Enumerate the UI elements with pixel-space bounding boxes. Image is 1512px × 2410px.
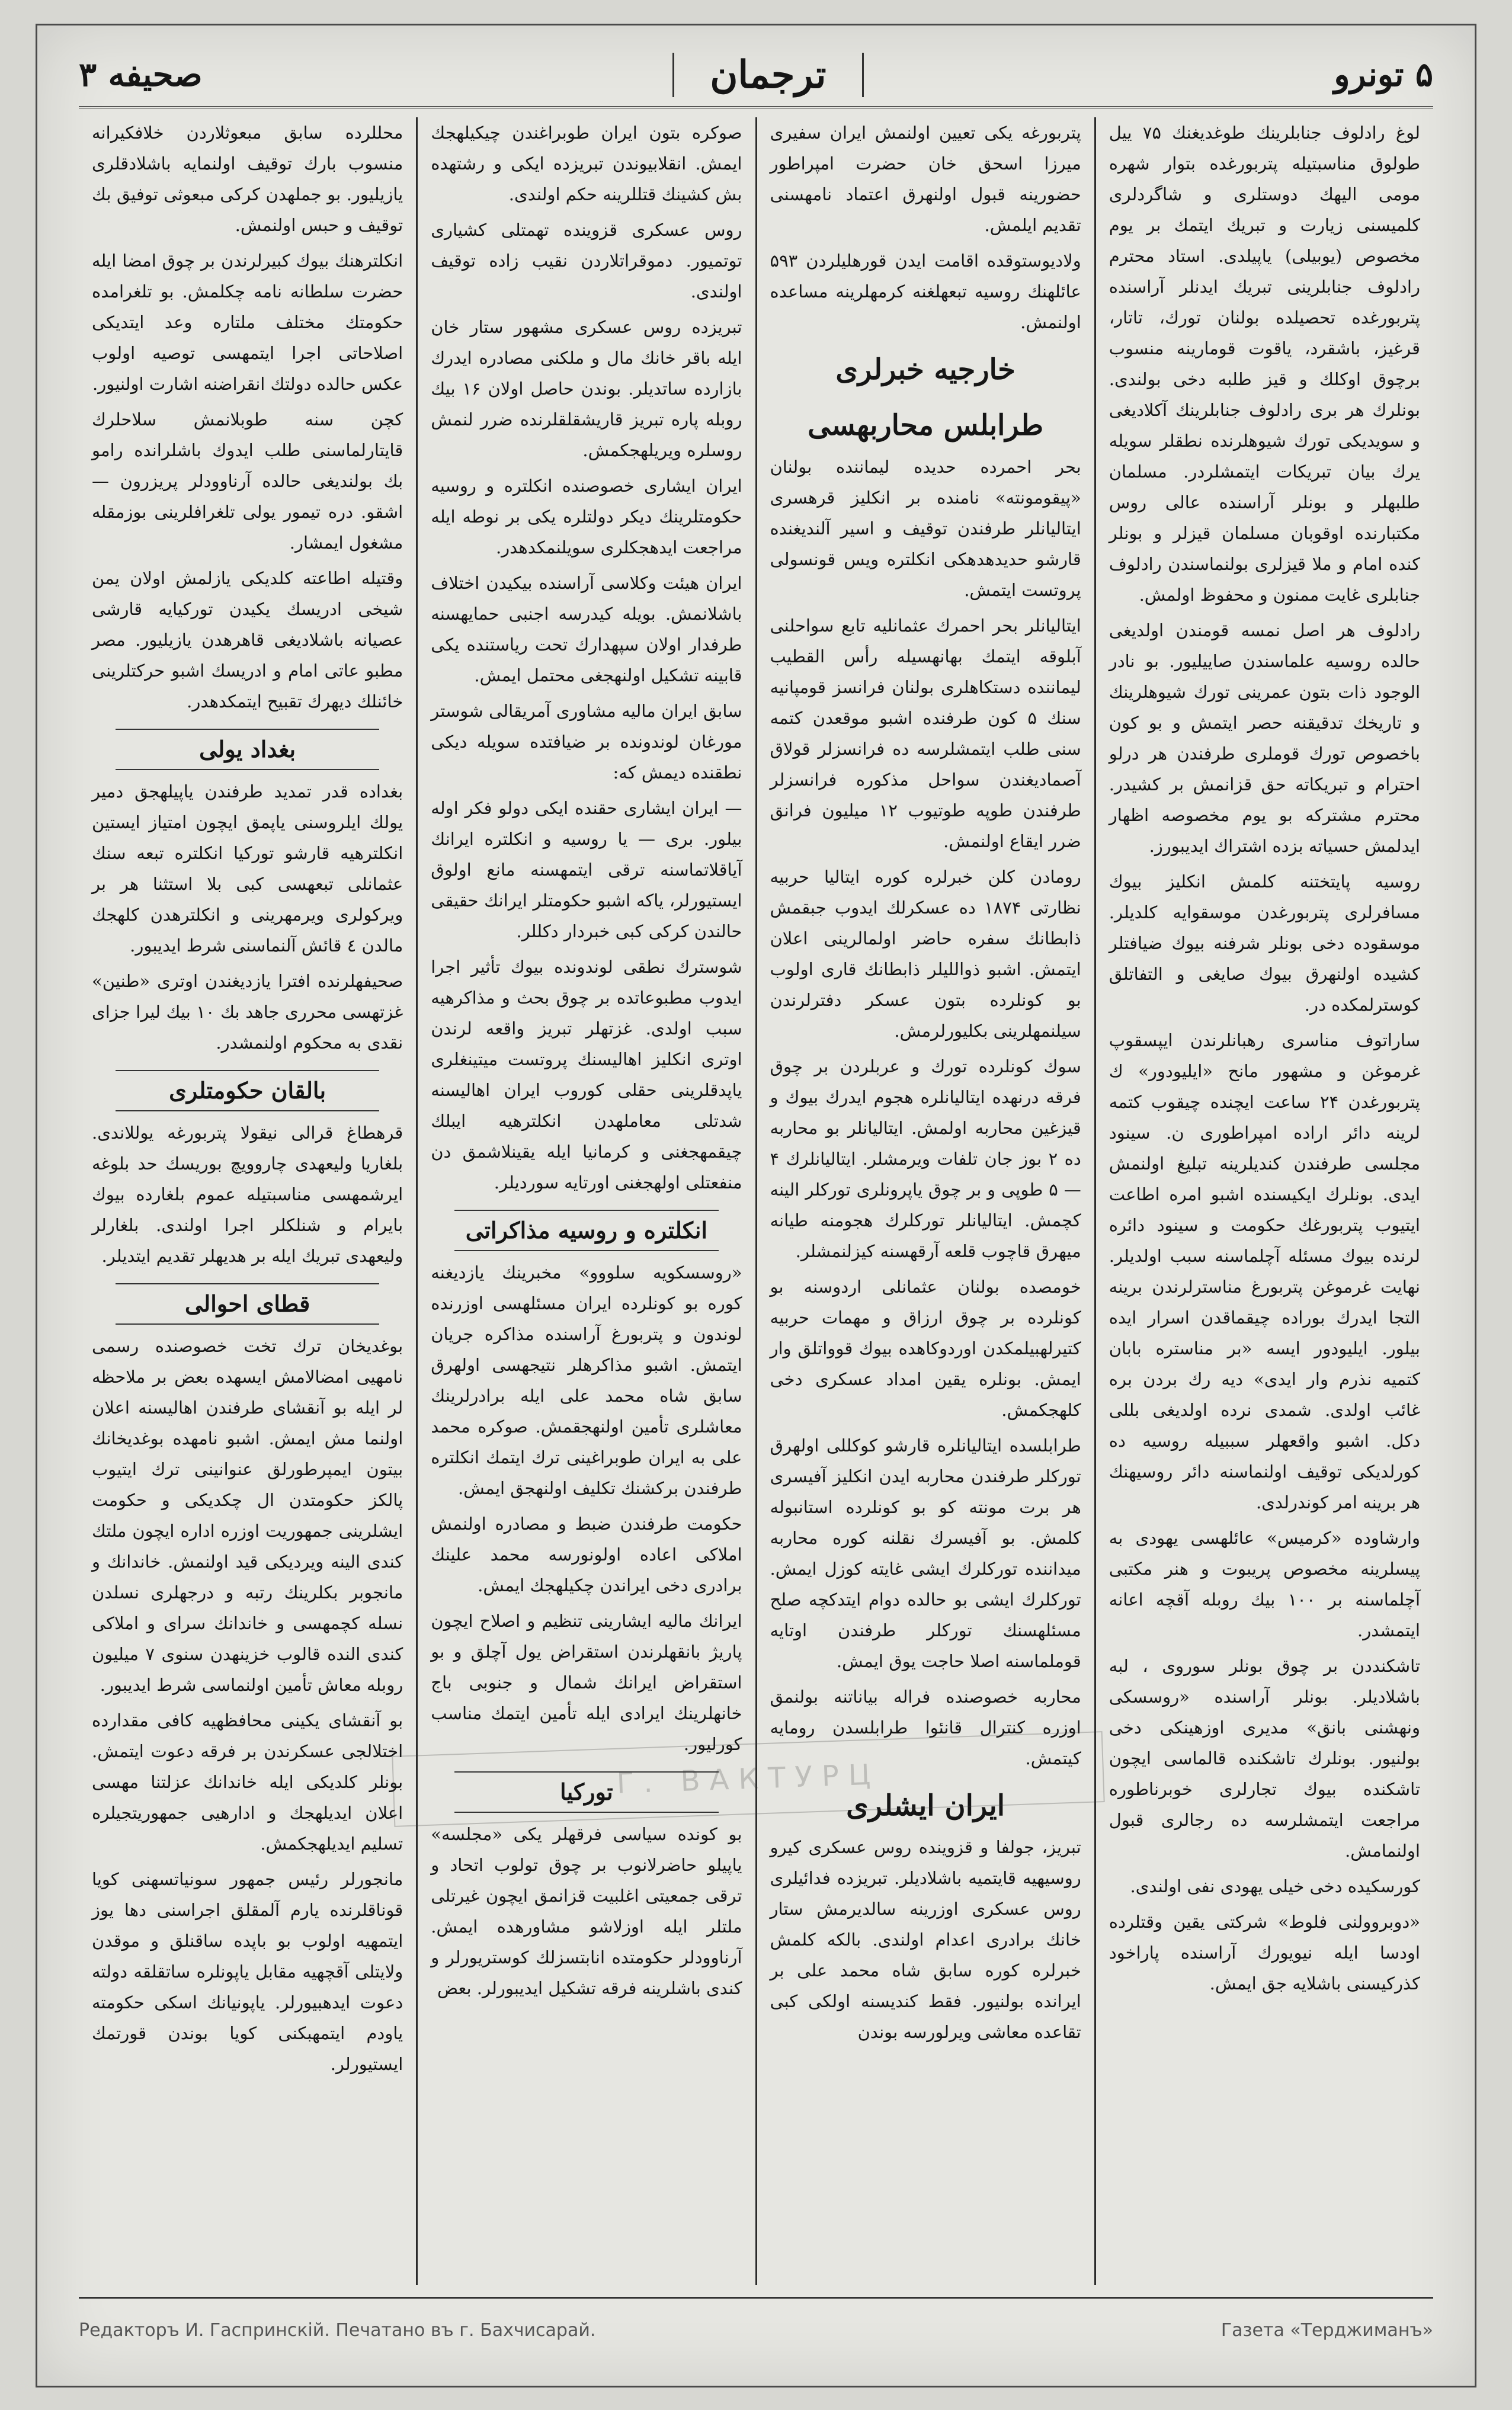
news-paragraph: بو آنقشای یکینی محافظهیه کافی مقدارده اختلالجی عسکرندن بر فرقه دعوت ایتمش. بونلر کلدیکی ایله خاندانك عزلتنا مهسی اعلان ایدیلهجك و ادارهیی جمهوریتجیلره تسلیم ایدیلهجکمش. xyxy=(92,1710,403,1854)
news-paragraph: بحر احمرده حدیده لیماننده بولنان «پیقومونته» نامنده بر انکلیز قرهسری ایتالیانلر طرفندن توقیف و اسیر آلندیغنده قارشو حدیدهدهکی انکلتره ویس قونسولی پروتست ایتمش. xyxy=(770,457,1081,600)
column-1 xyxy=(1094,117,1433,2285)
footer-imprint: Редакторъ И. Гаспринскій. Печатано въ г. Бахчисарай. xyxy=(79,2320,596,2341)
news-paragraph: روسیه پایتختنه کلمش انکلیز بیوك مسافرلری پتربورغدن موسقوایه کلدیلر. موسقوده دخی بونلر شرفنه بیوك ضیافتلر کشیده اولنهرق بیوك صایغی و التفاتلق کوسترلمکده در. xyxy=(1109,871,1420,1015)
news-paragraph: تاشکنددن بر چوق بونلر سوروی ، لبه باشلادیلر. بونلر آراسنده «روسسکی ونهشنی بانق» مدیری اوزهینکی دخی بولنیور. بونلرك تاشکنده قالماسی ایچون تاشکنده بیوك تجارلری خوبرناطوره مراجعت ایتمشلرسه ده رجالری قبول اولنمامش. xyxy=(1109,1656,1420,1861)
news-paragraph: کچن سنه طوبلانمش سلاحلرك قایتارلماسنی طلب ایدوك باشلرانده رامو بك بولندیغی حالده آرناوودلر پریزرون — اشقو. دره تیمور یولی تلغرافلرینی بوزمقله مشغول ایمشار. xyxy=(92,409,403,553)
news-paragraph: محاربه خصوصنده فراله بیاناتنه بولنمق اوزره کنترال قانئوا طرابلسدن رومایه کیتمش. xyxy=(770,1687,1081,1768)
news-paragraph: «روسسکویه سلووو» مخبرینك یازدیغنه کوره بو کونلرده ایران مسئلهسی اوزرنده لوندون و پتربورغ آراسنده مذاکره جریان ایتمش. اشبو مذاکرهلر نتیجهسی اولهرق سابق شاه محمد علی ایله برادرلرینك معاشلری تأمین اولنهجقمش. صوکره محمد علی به ایران طوبراغینی ترك ایتمك انکلتره طرفندن برکشنك تکلیف اولنهجق ایمش. xyxy=(431,1262,742,1498)
section-heading: طرابلس محاربهسی xyxy=(808,409,1044,442)
news-paragraph: ایتالیانلر بحر احمرك عثمانلیه تابع سواحلنی آبلوقه ایتمك بهانهسیله رأس القطیب لیماننده دستکاهلری بولنان فرانسز قومپانیه سنك ۵ کون طرفنده اشبو موقعدن کتمه سنی طلب ایتمشلرسه ده فرانسزلر قولاق آصمادیغندن سواحل مذکوره فرانسزلر طرفندن طوپه طوتیوب ۱۲ میلیون فرانق ضرر ایقاع اولنمش. xyxy=(770,616,1081,851)
news-paragraph: تبریزده روس عسکری مشهور ستار خان ایله باقر خانك مال و ملکنی مصادره ایدرك بازارده ساتدیلر. بوندن حاصل اولان ۱۶ بیك روبله پاره تبریز قاریشقلقلرنده ضرر لنمش روسلره ویریلهجکمش. xyxy=(431,317,742,460)
news-paragraph: «دوبروولنی فلوط» شرکتی یقین وقتلرده اودسا ایله نیویورك آراسنده پاراخود کذرکیسنی باشلایه جق ایمش. xyxy=(1109,1912,1420,1994)
news-paragraph: رومادن کلن خبرلره کوره ایتالیا حربیه نظارتی ۱۸۷۴ ده عسکرلك ایدوب جبقمش ذابطانك سفره حاضر اولمالرینی اعلان ایتمش. اشبو ذواللیلر ذابطانك قاری اولوب بو کونلرده بتون عسکر دفترلرندن سیلنمهلرینی بکلیورلرمش. xyxy=(770,867,1081,1041)
news-paragraph: لوغ رادلوف جنابلرینك طوغدیغنك ۷۵ ییل طولوق مناسبتیله پتربورغده بتوار شهره مومی الیهك دوستلری و شاگردلری کلمیسنی زیارت و تبریك ایتمك بر یوم مخصوص (یوبیلی) یاپیلدی. استاد محترم رادلوف جنابلرینی تبریك ایدنلر آراسنده پتربورغده تحصیلده بولنان تورك، تاتار، قرغیز، باشقرد، یاقوت قومارینه منسوب برچوق اوکلك و قیز طلبه دخی بولندی. بونلرك هر بری رادلوف جنابلرینك آکلادیغی و سویدیکی تورك شیوهلرنده نطقلر سویله یرك بیان تبریکات ایتمشلردر. مسلمان طلبهلر و بونلر آراسنده عالی روس مکتبارنده اوقوبان مسلمان قیزلر و بونلر کنده امام و ملا قیزلری بولنماسندن رادلوف جنابلری غایت ممنون و محفوظ اولمش. xyxy=(1109,123,1420,605)
masthead xyxy=(79,43,1433,108)
news-paragraph: وارشاوده «کرمیس» عائلهسی یهودی به پیسلرینه مخصوص پریبوت و هنر مکتبی آچلماسنه بر ۱۰۰ بیك روبله آقچه اعانه ایتمشدر. xyxy=(1109,1528,1420,1640)
section-heading: خارجیه خبرلری xyxy=(835,353,1016,386)
news-paragraph: طرابلسده ایتالیانلره قارشو کوکللی اولهرق تورکلر طرفندن محاربه ایدن انکلیز آفیسری هر برت مونته کو بو کونلرده استانبوله کلمش. بو آفیسرك نقلنه کوره محاربه میداننده تورکلرك ایشی غایته کوزل ایمش. تورکلرك ایشی بو حالده دوام ایتدکچه صلح مسئلهسنك تورکلر طرفندن اوتایه قوملماسنه اصلا حاجت یوق ایمش. xyxy=(770,1435,1081,1671)
news-paragraph: بوغدیخان ترك تخت خصوصنده رسمی نامهیی امضالامش ایسهده بعض بر ملاحظه لر ایله بو آنقشای طرفندن اهالیسنه اعلان اولنما مش ایمش. اشبو نامهده بوغدیخانك بیتون ایمپرطورلق عنوانینی ترك ایتیوب پالکز حکومتدن ال چکدیکی و حکومت ایشلرینی جمهوریت اوزره اداره ایچون ملتك کندی الینه ویردیکی قید اولنمش. خاندانك و مانجوبر بکلرینك رتبه و درجهلری نسلدن نسله کچمهسی و خاندانك سرای و املاکی کندی النده قالوب خزینهدن سنوی ۷ میلیون روبله معاش تأمین اولنماسی شرط ایدیبور. xyxy=(92,1336,403,1695)
news-paragraph: خومصده بولنان عثمانلی اردوسنه بو کونلرده بر چوق ارزاق و مهمات حربیه کتیرلهبیلمکدن اوردوکاهده بیوك قوواتلق وار ایمش. بونلره یقین امداد عسکری دخی کلهجکمش. xyxy=(770,1277,1081,1420)
footer-publication: Газета «Терджиманъ» xyxy=(1221,2320,1433,2341)
news-paragraph: رادلوف هر اصل نمسه قومندن اولدیغی حالده روسیه علماسندن صاییلیور. بو نادر الوجود ذات بتون عمرینی تورك شیوهلرینك و تاریخك تدقیقنه حصر ایتمش و بو کون باخصوص تورك قوملری طرفندن هر درلو احترام و تبریکاته حق قزانمش بر کشیدر. محترم مشترکه بو یوم مخصوصه اظهار ایدلمش حسیاته بزده اشتراك ایدیبورز. xyxy=(1109,620,1420,856)
section-heading: تورکیا xyxy=(454,1771,718,1813)
news-paragraph: تبریز، جولفا و قزوینده روس عسکری کیرو روسیهیه قایتمیه باشلادیلر. تبریزده فدائیلری روس عسکری اوزرینه سالدیرمش ستار خانك برادری اعدام اولندی. بالکه کلمش خبرلره کوره سابق شاه محمد علی بر ایرانده بولنیور. فقط کندیسنه اولکی کبی تقاعده معاشی ویرلورسه بوندن xyxy=(770,1837,1081,2042)
news-paragraph: ساراتوف مناسری رهبانلرندن ایپسقوپ غرموغن و مشهور مانح «ایلیودور» ك پتربورغدن ۲۴ ساعت ایچنده چیقوب کتمه لرینه دائر اراده امپراطوری ن. سینود مجلسی طرفندن کندیلرینه تبلیغ اولنمش ایدی. بونلرك ایکیسنده اشبو امره اطاعت ایتیوب پتربورغك حکومت و سینود دائره لرنده بیوك مسئله آچلماسنه سبب اولدیلر. نهایت غرموغن پتربورغ مناسترلرندن برینه التجا ایدرك بوراده چیقماقدن اسرار ایده بیلور. ایلیودور ایسه «بر مناستره بابان کتمیه نذرم وار ایدی» دیه رك بردن بره غائب اولدی. شمدی نرده اولدیغی بللی دکل. اشبو واقعهلر سببیله روسیه ده کورلدیکی توقیف اولنماسنه دائر روسیهنك هر برینه امر کوندرلدی. xyxy=(1109,1030,1420,1512)
section-heading: قطای احوالی xyxy=(116,1283,379,1325)
news-paragraph: صوکره بتون ایران طوبراغندن چیکیلهجك ایمش. انقلابیوندن تبریزده ایکی و رشتهده بش کشینك قتللرینه حکم اولندی. xyxy=(431,123,742,204)
news-paragraph: مانجورلر رئیس جمهور سونیاتسهنی کویا قوناقلرنده یارم آلمقلق اجراسنی دها یوز ایتمهیه اولوب بو باپده ساقنلق و موقدن ولایتلی آقچهیه مقابل یاپونلره ساتقلقه دولته دعوت ایدهبیورلر. یاپونیانك اسکی حکومته یاودم ایتمهبکنی کویا بوندن قورتمك ایستیورلر. xyxy=(92,1869,403,2074)
news-paragraph: ولادیوستوقده اقامت ایدن قورهلیلردن ۵۹۳ عائلهنك روسیه تبعهلغنه کرمهلرینه مساعده اولنمش. xyxy=(770,251,1081,332)
page-number-label: صحیفه ۳ xyxy=(79,55,203,94)
page-footer xyxy=(79,2297,1433,2362)
column-2 xyxy=(755,117,1094,2285)
section-heading: بالقان حکومتلری xyxy=(116,1070,379,1111)
news-paragraph: سابق ایران مالیه مشاوری آمریقالی شوستر مورغان لوندونده بر ضیافتده سویله دیکی نطقنده دیمش که: xyxy=(431,701,742,783)
news-paragraph: بو کونده سیاسی فرقهلر یکی «مجلسه» یاپیلو حاضرلانوب بر چوق تولوب اتحاد و ترقی جمعیتی اغلبیت قزانمق ایچون غیرتلی ملتلر ایله اوزلاشو مشاورهده ایمش. آرناوودلر حکومتده انابتسزلك کوستریورلر و کندی باشلرینه فرقه تشکیل ایدیبورلر. بعض xyxy=(431,1824,742,1998)
column-4 xyxy=(79,117,416,2285)
news-paragraph: ایرانك مالیه ایشارینی تنظیم و اصلاح ایچون پاریژ بانقهلرندن استقراض یول آچلق و بو استقراض ایرانك شمال و جنوبی باج خانهلرینك ایرادی ایله تأمین ایتمك مناسب کورلیور. xyxy=(431,1611,742,1754)
news-paragraph: ایران هیئت وکلاسی آراسنده بیکیدن اختلاف باشلانمش. بویله کیدرسه اجنبی حمایهسنه طرفدار اولان سپهدارك تحت ریاستنده یکی قابینه تشکیل اولنهجغی محتمل ایمش. xyxy=(431,573,742,685)
news-paragraph: وقتیله اطاعته کلدیکی یازلمش اولان یمن شیخی ادریسك یکیدن تورکیایه قارشی عصیانه باشلادیغی قاهرهدن یازیلیور. مصر مطبو عاتی امام و ادریسك اشبو حرکتلرینی خائنلك دیهرك تقبیح ایتمکدهدر. xyxy=(92,568,403,712)
news-paragraph: بغداده قدر تمدید طرفندن یاپیلهجق دمیر یولك ایلروسنی یاپمق ایچون امتیاز ایستین انکلترهیه قارشو تورکیا انکلتره تبعه سنك عثمانلی تبعهسی کبی بلا استثنا هر بر ویرکولری ویرمهرینی و انکلترهدن کلهجك مالدن ٤ قائش آلنماسنی شرط ایدیبور. xyxy=(92,781,403,956)
news-paragraph: ایران ایشاری خصوصنده انکلتره و روسیه حکومتلرینك دیکر دولتلره یکی بر نوطه ایله مراجعت ایدهجکلری سویلنمکدهدر. xyxy=(431,476,742,557)
column-3 xyxy=(416,117,755,2285)
issue-date: ۵ تونرو xyxy=(1334,55,1433,94)
section-heading: ایران ایشلری xyxy=(846,1789,1005,1822)
news-paragraph: صحیفهلرنده افترا یازدیغندن اوتری «طنین» غزتهسی محرری جاهد بك ۱۰ بیك لیرا جزای نقدی به محکوم اولنمشدر. xyxy=(92,971,403,1053)
news-paragraph: قرهطاغ قرالی نیقولا پتربورغه یوللاندی. بلغاریا ولیعهدی چاروویچ بوریسك حد بلوغه ایرشمهسی مناسبتیله عموم بلغارده بیوك بایرام و شنلکلر اجرا اولندی. بلغارلر ولیعهدی تبریك ایله بر هدیهلر تقدیم ایتدیلر. xyxy=(92,1123,403,1266)
news-paragraph: روس عسکری قزوینده تهمتلی کشیاری توتمیور. دموقراتلاردن نقیب زاده توقیف اولندی. xyxy=(431,220,742,302)
faded-stamp: Г. ВАКТУРЦ xyxy=(392,1731,1104,1827)
news-paragraph: کورسکیده دخی خیلی یهودی نفی اولندی. xyxy=(1130,1876,1420,1896)
news-paragraph: سوك کونلرده تورك و عربلردن بر چوق فرقه درنهده ایتالیانلره هجوم ایدرك بیوك و قیزغین محاربه اولمش. ایتالیانلر بو محاربه ده ۲ بوز جان تلفات ویرمشلر. ایتالیانلرك ۴ — ۵ طوپی و بر چوق یاپرونلری تورکلر الینه کچمش. ایتالیانلر تورکلرك هجومنه طیانه میهرق قاچوب قلعه آرقهسنه کیزلنمشلر. xyxy=(770,1056,1081,1261)
article-columns xyxy=(79,117,1433,2285)
news-paragraph: حکومت طرفندن ضبط و مصادره اولنمش املاکی اعاده اولونورسه محمد علینك برادری دخی ایراندن چکیلهجك ایمش. xyxy=(431,1514,742,1595)
section-heading: بغداد یولی xyxy=(116,729,379,770)
section-heading: انکلتره و روسیه مذاکراتی xyxy=(454,1210,718,1251)
news-paragraph: انکلترهنك بیوك کبیرلرندن بر چوق امضا ایله حضرت سلطانه نامه چکلمش. بو تلغرامده حکومتك مختلف ملتاره وعد ایتدیکی اصلاحاتی اجرا ایتمهسی توصیه اولوب عکس حالده دولتك انقراضنه اشارت اولنیور. xyxy=(92,251,403,394)
news-paragraph: پتربورغه یکی تعیین اولنمش ایران سفیری میرزا اسحق خان حضرت امپراطور حضورینه قبول اولنهرق اعتماد نامهسنی تقدیم ایلمش. xyxy=(770,123,1081,235)
news-paragraph: محللرده سابق مبعوثلاردن خلافکیرانه منسوب بارك توقیف اولنمایه باشلادقلری یازیلیور. بو جملهدن کرکی مبعوثی توفیق بك توقیف و حبس اولنمش. xyxy=(92,123,403,235)
news-paragraph: شوسترك نطقی لوندونده بیوك تأثیر اجرا ایدوب مطبوعاتده بر چوق بحث و مذاکرهیه سبب اولدی. غزتهلر تبریز واقعه لرندن اوتری انکلیز اهالیسنك پروتست میتینغلری یاپدقلرینی حقلی کوروب ایران اهالیسنه شدتلی معاملهدن انکلترهیه ایبلك چیقمهجغنی و کرمانیا ایله یقینلاشمق دن منفعتلی اولهجغنی اورتایه سوردیلر. xyxy=(431,957,742,1193)
newspaper-title: ترجمان xyxy=(672,53,863,97)
newspaper-page xyxy=(36,24,1476,2387)
news-paragraph: — ایران ایشاری حقنده ایکی دولو فکر اوله بیلور. بری — یا روسیه و انکلتره ایرانك آیاقلاتماسنه ترقی ایتمهسنه مانع اولوق ایستیورلر، یاکه اشبو حکومتلر ایرانك حقیقی حالندن کرکی کبی خبردار دکللر. xyxy=(431,798,742,941)
